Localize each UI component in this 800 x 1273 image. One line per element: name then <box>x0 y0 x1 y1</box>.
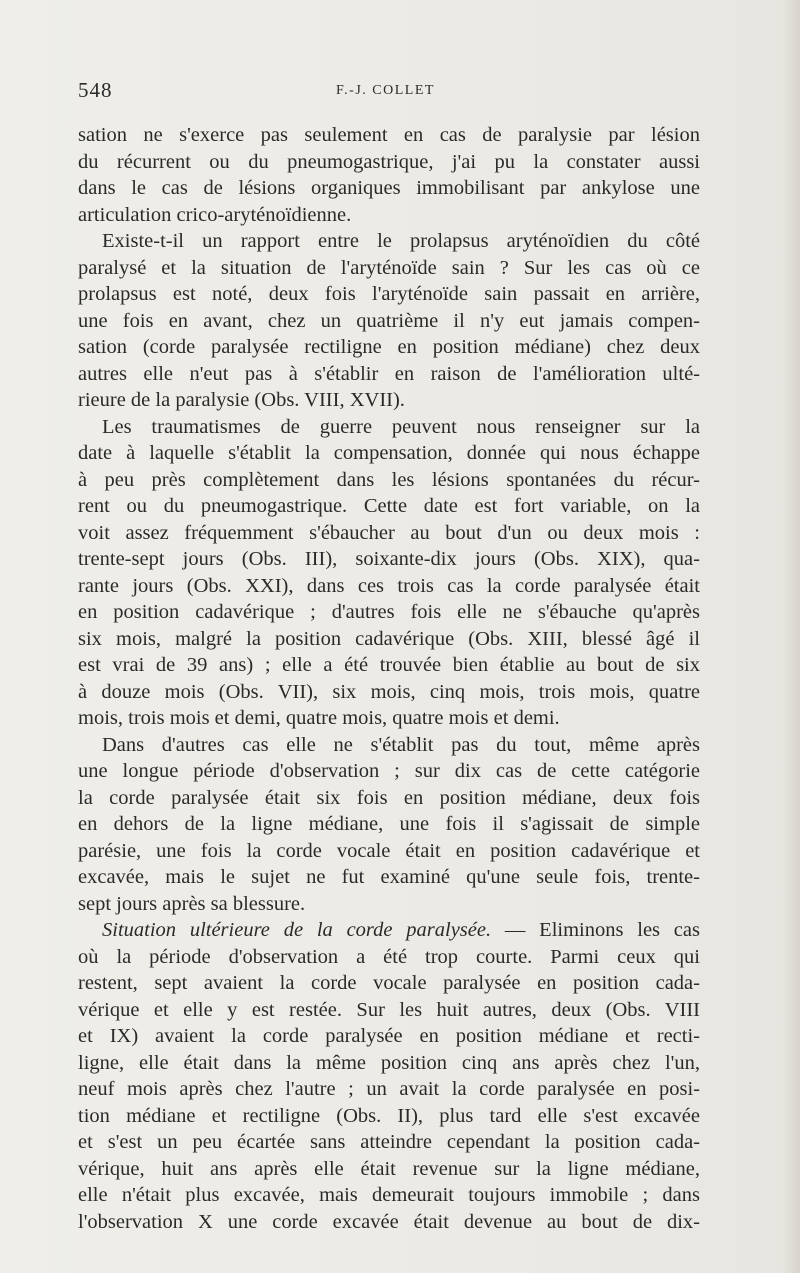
text-line <box>78 970 700 997</box>
running-head: F.-J. COLLET <box>336 83 435 98</box>
text-line <box>78 467 700 494</box>
text-line <box>78 1103 700 1130</box>
text-line <box>78 281 700 308</box>
text-line-content: la corde paralysée était six fois en position médiane, deux fois <box>78 786 700 809</box>
text-line <box>78 944 700 971</box>
text-line-content: une longue période d'observation ; sur dix cas de cette catégorie <box>78 760 700 782</box>
text-line <box>78 1050 700 1077</box>
text-line <box>78 864 700 891</box>
text-line-content: voit assez fréquemment s'ébaucher au bout d'un ou deux mois : <box>78 521 700 544</box>
text-line <box>78 308 700 335</box>
text-line-content: date à laquelle s'établit la compensation, donnée qui nous échappe <box>78 442 700 464</box>
text-line <box>78 228 700 255</box>
text-line-content: autres elle n'eut pas à s'établir en raison de l'amélioration ulté- <box>78 362 700 385</box>
text-line-content: mois, trois mois et demi, quatre mois, quatre mois et demi. <box>78 707 560 729</box>
text-line <box>78 732 700 759</box>
text-line-content: dans le cas de lésions organiques immobilisant par ankylose une <box>78 177 700 199</box>
text-line-content: rieure de la paralysie (Obs. VIII, XVII). <box>78 389 405 411</box>
text-line <box>78 1076 700 1103</box>
text-line <box>78 838 700 865</box>
text-line-content: trente-sept jours (Obs. III), soixante-dix jours (Obs. XIX), qua- <box>78 548 700 570</box>
text-line-content: rante jours (Obs. XXI), dans ces trois cas la corde paralysée était <box>78 574 700 597</box>
text-line-content: en dehors de la ligne médiane, une fois il s'agissait de simple <box>78 813 700 835</box>
text-line-content: vérique, huit ans après elle était revenue sur la ligne médiane, <box>78 1157 700 1180</box>
text-line <box>78 361 700 388</box>
text-line <box>78 202 700 229</box>
text-line-content: sept jours après sa blessure. <box>78 892 306 915</box>
text-line-content: Existe-t-il un rapport entre le prolapsus aryténoïdien du côté <box>102 230 700 252</box>
text-line-content: une fois en avant, chez un quatrième il n'y eut jamais compen- <box>78 309 700 332</box>
text-line-content: Dans d'autres cas elle ne s'établit pas du tout, même après <box>102 733 700 756</box>
text-line <box>78 573 700 600</box>
text-line-content: six mois, malgré la position cadavérique (Obs. XIII, blessé âgé il <box>78 627 700 650</box>
text-line-content: tion médiane et rectiligne (Obs. II), plus tard elle s'est excavée <box>78 1104 700 1127</box>
text-line <box>78 811 700 838</box>
text-line <box>78 255 700 282</box>
text-line-content: paralysé et la situation de l'aryténoïde sain ? Sur les cas où ce <box>78 256 700 279</box>
text-line-content: sation (corde paralysée rectiligne en position médiane) chez deux <box>78 336 700 358</box>
text-line-content: ligne, elle était dans la même position cinq ans après chez l'un, <box>78 1051 700 1074</box>
text-line-content: restent, sept avaient la corde vocale paralysée en position cada- <box>78 972 700 994</box>
text-line <box>78 1156 700 1183</box>
text-line <box>78 334 700 361</box>
text-line <box>78 387 700 414</box>
text-line-content: Les traumatismes de guerre peuvent nous renseigner sur la <box>102 415 700 438</box>
text-line <box>78 149 700 176</box>
text-line <box>78 758 700 785</box>
text-line <box>78 626 700 653</box>
text-line-content: sation ne s'exerce pas seulement en cas de paralysie par lésion <box>78 124 700 146</box>
text-line-content: et IX) avaient la corde paralysée en position médiane et recti- <box>78 1025 700 1047</box>
text-line <box>78 175 700 202</box>
text-line-content: excavée, mais le sujet ne fut examiné qu'une seule fois, trente- <box>78 866 700 888</box>
text-line <box>78 122 700 149</box>
text-line <box>78 679 700 706</box>
text-line-content: prolapsus est noté, deux fois l'aryténoïde sain passait en arrière, <box>78 283 700 305</box>
text-line <box>78 599 700 626</box>
text-line <box>78 917 700 944</box>
text-line-content: elle n'était plus excavée, mais demeurait toujours immobile ; dans <box>78 1184 700 1206</box>
text-line <box>78 1023 700 1050</box>
text-line <box>78 546 700 573</box>
text-line-content: à douze mois (Obs. VII), six mois, cinq mois, trois mois, quatre <box>78 680 700 703</box>
text-line-content: et s'est un peu écartée sans atteindre cependant la position cada- <box>78 1131 700 1153</box>
text-line-content: est vrai de 39 ans) ; elle a été trouvée bien établie au bout de six <box>78 654 700 676</box>
page-header <box>78 78 700 104</box>
text-line <box>78 705 700 732</box>
text-line <box>78 1129 700 1156</box>
text-line <box>78 440 700 467</box>
text-line-content: articulation crico-aryténoïdienne. <box>78 203 352 226</box>
text-line <box>78 785 700 812</box>
text-line <box>78 997 700 1024</box>
page-edge-shadow <box>782 0 800 1273</box>
text-line <box>78 652 700 679</box>
text-line <box>78 1209 700 1236</box>
text-line-content: en position cadavérique ; d'autres fois elle ne s'ébauche qu'après <box>78 601 700 623</box>
text-line-content: vérique et elle y est restée. Sur les huit autres, deux (Obs. VIII <box>78 998 700 1021</box>
text-line-content: à peu près complètement dans les lésions spontanées du récur- <box>78 468 700 491</box>
text-line-content: rent ou du pneumogastrique. Cette date est fort variable, on la <box>78 495 700 517</box>
section-heading-italic: Situation ultérieure de la corde paralysée. <box>102 919 492 941</box>
text-line-content: — Eliminons les cas <box>491 919 700 941</box>
text-line <box>78 493 700 520</box>
text-line-content: parésie, une fois la corde vocale était en position cadavérique et <box>78 839 700 862</box>
text-line-content: du récurrent ou du pneumogastrique, j'ai pu la constater aussi <box>78 150 700 173</box>
text-line <box>78 520 700 547</box>
text-line <box>78 414 700 441</box>
text-line-content: neuf mois après chez l'autre ; un avait la corde paralysée en posi- <box>78 1078 700 1100</box>
text-line-content: l'observation X une corde excavée était devenue au bout de dix- <box>78 1210 700 1233</box>
body-text <box>78 122 700 1235</box>
text-line <box>78 1182 700 1209</box>
page-number: 548 <box>78 78 113 102</box>
text-line-content: où la période d'observation a été trop courte. Parmi ceux qui <box>78 945 700 968</box>
text-line <box>78 891 700 918</box>
